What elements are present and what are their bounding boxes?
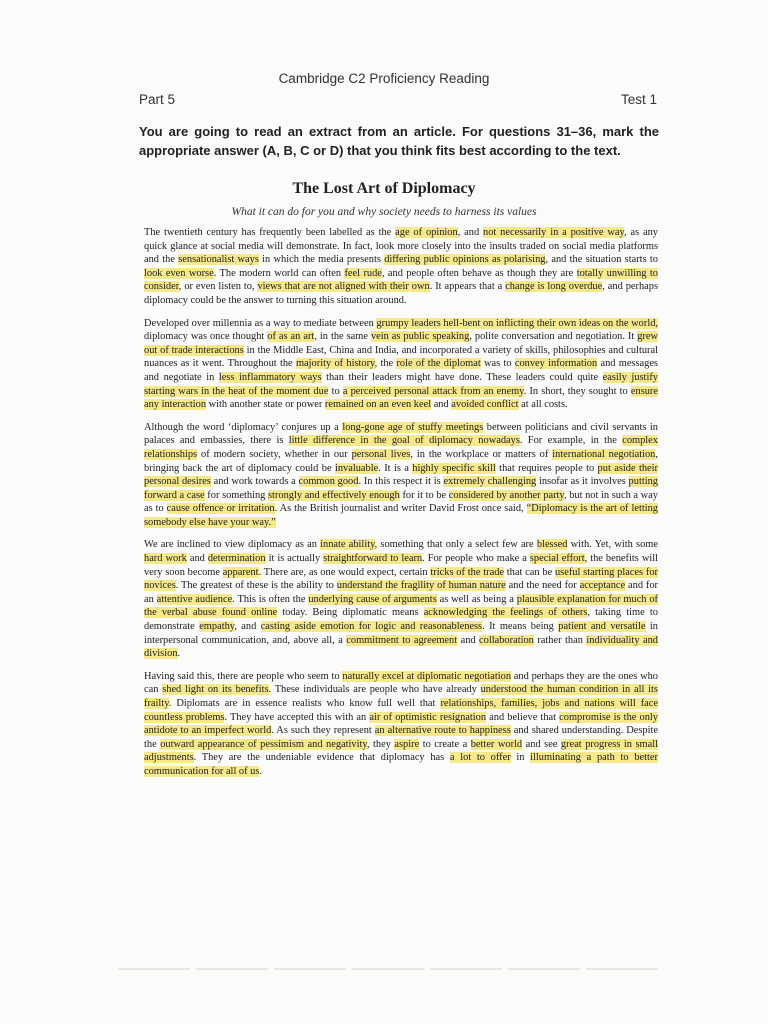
text-run: . There are, as one would expect, certain bbox=[258, 566, 431, 578]
text-run: it is actually bbox=[265, 553, 324, 565]
text-run: , or even listen to, bbox=[178, 281, 258, 293]
highlighted-phrase: long-gone age of stuffy meetings bbox=[342, 421, 484, 433]
scan-artifact bbox=[118, 966, 658, 972]
highlighted-phrase: collaboration bbox=[479, 634, 534, 646]
highlighted-phrase: aspire bbox=[394, 738, 420, 750]
text-run: . For people who make a bbox=[422, 553, 530, 565]
text-run: , polite conversation and negotiation. It bbox=[469, 331, 638, 343]
highlighted-phrase: ensure any interaction bbox=[144, 385, 659, 411]
highlighted-phrase: of as an art bbox=[267, 331, 315, 343]
highlighted-phrase: tricks of the trade bbox=[430, 566, 504, 578]
text-run: and believe that bbox=[486, 711, 560, 723]
text-run: , taking time to demonstrate bbox=[144, 607, 658, 633]
text-run: as well as being a bbox=[436, 593, 517, 605]
text-run: rather than bbox=[533, 634, 587, 646]
text-run: , in the same bbox=[314, 331, 371, 343]
text-run: and perhaps they are the ones who can bbox=[144, 670, 658, 696]
highlighted-phrase: illuminating a path to better communication for all of us bbox=[144, 752, 658, 777]
text-run: , the benefits will very soon become bbox=[144, 553, 658, 578]
text-run: , and perhaps diplomacy could be the answer to turning this situation around. bbox=[144, 281, 659, 306]
highlighted-phrase: innate ability bbox=[320, 539, 375, 551]
text-run: with. Yet, with some bbox=[567, 539, 658, 551]
text-run: . Diplomats are in essence realists who know full well that bbox=[168, 698, 441, 709]
text-run: . In short, they sought to bbox=[523, 385, 631, 397]
highlighted-phrase: a perceived personal attack from an enemy bbox=[342, 385, 524, 397]
article-title: The Lost Art of Diplomacy bbox=[292, 180, 476, 197]
text-run: We are inclined to view diplomacy as an bbox=[144, 539, 321, 551]
text-run: . bbox=[177, 648, 181, 660]
text-run: and the need for bbox=[505, 580, 580, 592]
highlighted-phrase: age of opinion bbox=[395, 227, 458, 238]
highlighted-phrase: vein as public speaking bbox=[370, 331, 470, 343]
text-run: and shared understanding. Despite the bbox=[144, 725, 658, 750]
text-run: . bbox=[259, 765, 263, 777]
article-paragraph bbox=[144, 226, 658, 308]
highlighted-phrase: considered by another party bbox=[448, 489, 564, 501]
text-run: . As such they represent bbox=[271, 725, 375, 737]
text-run: , they bbox=[366, 738, 395, 750]
text-run: and work towards a bbox=[210, 476, 299, 488]
part-label: Part 5 bbox=[139, 92, 176, 107]
text-run: and bbox=[186, 553, 208, 565]
highlighted-phrase: differing public opinions as polarising bbox=[384, 254, 546, 266]
highlighted-phrase: common good bbox=[298, 476, 359, 488]
text-run: , bringing back the art of diplomacy could be bbox=[144, 448, 658, 474]
text-run: . The greatest of these is the ability to bbox=[175, 580, 337, 592]
highlighted-phrase: understood the human condition in all its frailty bbox=[144, 684, 658, 709]
highlighted-phrase: hard work bbox=[144, 553, 187, 565]
text-run: Developed over millennia as a way to mediate between bbox=[144, 317, 377, 329]
highlighted-phrase: extremely challenging bbox=[443, 476, 537, 488]
highlighted-phrase: complex relationships bbox=[144, 435, 658, 460]
article-paragraph bbox=[144, 670, 658, 779]
highlighted-phrase: grew out of trade interactions bbox=[144, 331, 659, 356]
highlighted-phrase: majority of history bbox=[295, 358, 375, 370]
text-run: . In this respect it is bbox=[358, 476, 444, 488]
highlighted-phrase: straightforward to learn bbox=[323, 553, 423, 565]
text-run: . These individuals are people who have already bbox=[268, 684, 481, 696]
highlighted-phrase: air of optimistic resignation bbox=[369, 711, 487, 723]
highlighted-phrase: change is long overdue bbox=[505, 281, 603, 293]
highlighted-phrase: sensationalist ways bbox=[178, 254, 259, 266]
text-run: . For example, in the bbox=[519, 435, 623, 447]
highlighted-phrase: an alternative route to happiness bbox=[374, 725, 511, 737]
text-run: . This is often the bbox=[232, 593, 309, 605]
text-run: , but not in such a way as to bbox=[144, 489, 658, 515]
highlighted-phrase: acknowledging the feelings of others bbox=[423, 607, 588, 619]
text-run: with another state or power bbox=[206, 399, 325, 411]
text-run: at all costs. bbox=[518, 399, 568, 411]
highlighted-phrase: better world bbox=[470, 738, 523, 750]
highlighted-phrase: less inflammatory ways bbox=[218, 371, 322, 383]
text-run: The twentieth century has frequently been labelled as the bbox=[144, 227, 396, 238]
text-run: Having said this, there are people who seem to bbox=[144, 670, 343, 682]
text-run: in the Middle East, China and India, and incorporated a variety of skills, philosophies and cultural nuances as it went. Throughout the bbox=[144, 344, 659, 370]
highlighted-phrase: special effort bbox=[529, 553, 585, 565]
article-subtitle: What it can do for you and why society needs to harness its values bbox=[231, 206, 537, 218]
text-run: and bbox=[457, 634, 480, 646]
text-run: . They have accepted this with an bbox=[224, 711, 370, 723]
highlighted-phrase: underlying cause of arguments bbox=[308, 593, 437, 605]
exam-title: Cambridge C2 Proficiency Reading bbox=[278, 71, 490, 86]
text-run: . They are the undeniable evidence that diplomacy has bbox=[193, 752, 450, 764]
highlighted-phrase: “Diplomacy is the art of letting somebody else have your way.” bbox=[144, 503, 658, 528]
highlighted-phrase: remained on an even keel bbox=[324, 399, 432, 411]
highlighted-phrase: blessed bbox=[536, 539, 568, 551]
highlighted-phrase: international negotiation bbox=[552, 448, 656, 460]
highlighted-phrase: compromise is the only antidote to an imperfect world bbox=[144, 711, 658, 737]
highlighted-phrase: patient and versatile bbox=[558, 621, 646, 633]
text-run: in which the media presents bbox=[258, 254, 385, 266]
highlighted-phrase: attentive audience bbox=[156, 593, 233, 605]
text-run: than their leaders might have done. These leaders could quite bbox=[321, 371, 603, 383]
text-run: , and people often behave as though they are bbox=[381, 267, 577, 279]
article-body bbox=[144, 226, 658, 788]
highlighted-phrase: great progress in small adjustments bbox=[144, 738, 658, 764]
text-run: and messages and negotiate in bbox=[144, 358, 658, 383]
highlighted-phrase: individuality and division bbox=[144, 634, 658, 660]
text-run: for something bbox=[204, 489, 268, 501]
text-run: , something that only a select few are bbox=[374, 539, 537, 551]
highlighted-phrase: put aside their personal desires bbox=[144, 462, 658, 488]
text-run: . It means being bbox=[482, 621, 559, 633]
text-run: , the bbox=[374, 358, 397, 370]
highlighted-phrase: commitment to agreement bbox=[346, 634, 458, 646]
highlighted-phrase: avoided conflict bbox=[451, 399, 519, 411]
highlighted-phrase: naturally excel at diplomatic negotiation bbox=[342, 670, 512, 682]
highlighted-phrase: grumpy leaders hell-bent on inflicting their own ideas on the world, bbox=[376, 317, 659, 329]
highlighted-phrase: a lot to offer bbox=[449, 752, 511, 764]
text-run: , and the situation starts to bbox=[545, 254, 658, 266]
article-paragraph bbox=[144, 421, 658, 530]
text-run: that can be bbox=[504, 566, 555, 578]
instructions: You are going to read an extract from an article. For questions 31–36, mark the appropriate answer (A, B, C or D) that you think fits best according to the text. bbox=[139, 124, 659, 158]
text-run: , and bbox=[234, 621, 261, 633]
test-label: Test 1 bbox=[620, 92, 657, 107]
text-run: and for an bbox=[144, 580, 659, 605]
text-run: of modern society, whether in our bbox=[197, 448, 352, 460]
article-paragraph bbox=[144, 538, 658, 660]
text-run: , and bbox=[457, 227, 484, 238]
text-run: insofar as it involves bbox=[536, 476, 629, 488]
text-run: diplomacy was once thought bbox=[144, 331, 268, 343]
highlighted-phrase: casting aside emotion for logic and reasonableness bbox=[260, 621, 483, 633]
text-run: and bbox=[431, 399, 452, 411]
highlighted-phrase: role of the diplomat bbox=[396, 358, 481, 370]
highlighted-phrase: personal lives bbox=[351, 448, 411, 460]
highlighted-phrase: relationships, families, jobs and nations will face countless problems bbox=[144, 698, 659, 723]
highlighted-phrase: understand the fragility of human nature bbox=[336, 580, 506, 592]
highlighted-phrase: plausible explanation for much of the verbal abuse found online bbox=[144, 593, 659, 619]
highlighted-phrase: outward appearance of pessimism and negativity bbox=[160, 738, 367, 750]
text-run: and see bbox=[522, 738, 561, 750]
text-run: . As the British journalist and writer David Frost once said, bbox=[274, 503, 527, 515]
text-run: , as any quick glance at social media will demonstrate. In fact, look more closely into the insults traded on social media platforms and the bbox=[144, 227, 658, 266]
text-run: Although the word ‘diplomacy’ conjures up a bbox=[144, 421, 343, 433]
text-run: . It appears that a bbox=[429, 281, 506, 293]
highlighted-phrase: look even worse bbox=[144, 267, 214, 279]
highlighted-phrase: totally unwilling to consider bbox=[144, 267, 658, 293]
highlighted-phrase: apparent bbox=[222, 566, 259, 578]
highlighted-phrase: convey information bbox=[514, 358, 598, 370]
text-run: for it to be bbox=[399, 489, 449, 501]
text-run: was to bbox=[480, 358, 515, 370]
text-run: to bbox=[328, 385, 343, 397]
text-run: in interpersonal communication, and, above all, a bbox=[144, 621, 659, 646]
highlighted-phrase: shed light on its benefits bbox=[162, 684, 269, 696]
article-paragraph bbox=[144, 317, 658, 412]
text-run: that requires people to bbox=[495, 462, 598, 474]
text-run: between politicians and civil servants in palaces and embassies, there is bbox=[144, 421, 658, 447]
highlighted-phrase: acceptance bbox=[579, 580, 626, 592]
text-run: , in the workplace or matters of bbox=[410, 448, 553, 460]
highlighted-phrase: feel rude bbox=[344, 267, 382, 279]
highlighted-phrase: putting forward a case bbox=[144, 476, 658, 501]
highlighted-phrase: cause offence or irritation bbox=[166, 503, 275, 515]
highlighted-phrase: empathy bbox=[199, 621, 235, 633]
highlighted-phrase: determination bbox=[207, 553, 266, 565]
text-run: . It is a bbox=[378, 462, 413, 474]
text-run: in bbox=[510, 752, 531, 764]
highlighted-phrase: easily justify starting wars in the heat of the moment due bbox=[144, 371, 658, 397]
highlighted-phrase: useful starting places for novices bbox=[144, 566, 658, 592]
highlighted-phrase: highly specific skill bbox=[412, 462, 496, 474]
text-run: today. Being diplomatic means bbox=[277, 607, 424, 619]
text-run: to create a bbox=[419, 738, 471, 750]
highlighted-phrase: little difference in the goal of diplomacy nowadays bbox=[288, 435, 520, 447]
highlighted-phrase: invaluable bbox=[334, 462, 379, 474]
text-run: . The modern world can often bbox=[213, 267, 345, 279]
highlighted-phrase: not necessarily in a positive way bbox=[483, 227, 625, 238]
highlighted-phrase: views that are not aligned with their own bbox=[257, 281, 430, 293]
highlighted-phrase: strongly and effectively enough bbox=[268, 489, 400, 501]
